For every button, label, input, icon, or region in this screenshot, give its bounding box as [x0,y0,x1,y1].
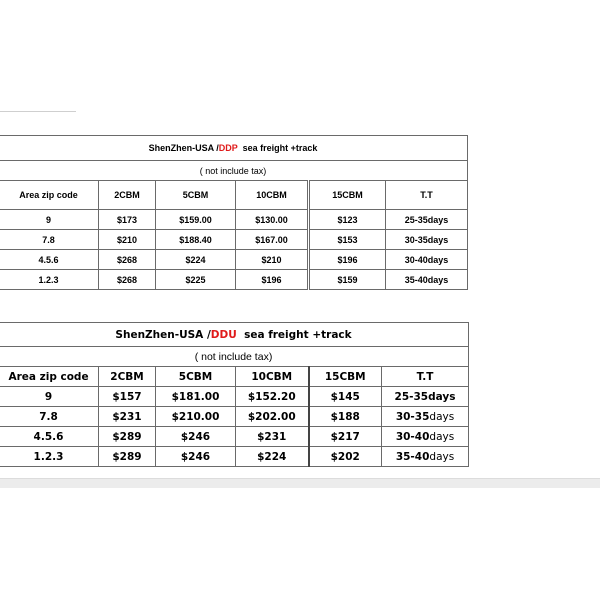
table-cell: 30-40days [386,250,468,270]
column-header: 15CBM [309,181,386,210]
ddp-freight-table [0,135,468,290]
column-header: 15CBM [309,367,382,387]
table-cell: $246 [156,447,236,467]
table-cell: 25-35days [382,387,469,407]
table-row [0,230,468,250]
table-cell: $173 [99,210,156,230]
column-header: 2CBM [99,181,156,210]
table-cell: $145 [309,387,382,407]
table-cell: $157 [99,387,156,407]
table-cell: $225 [156,270,236,290]
table-cell: 9 [0,210,99,230]
table-cell: $188.40 [156,230,236,250]
table-cell: $181.00 [156,387,236,407]
ddu-table-title: ShenZhen-USA /DDU sea freight +track [0,323,469,347]
table-cell: 1.2.3 [0,447,99,467]
column-header: 2CBM [99,367,156,387]
table-cell: $159 [309,270,386,290]
ddu-tax-note: ( not include tax) [0,347,469,367]
table-cell: $231 [99,407,156,427]
table-cell: $268 [99,270,156,290]
table-cell: $210 [99,230,156,250]
table-cell: $224 [236,447,309,467]
table-row [0,447,469,467]
table-cell: 4.5.6 [0,250,99,270]
table-cell: 35-40days [382,447,469,467]
column-header: Area zip code [0,367,99,387]
table-cell: 7.8 [0,230,99,250]
table-cell: 4.5.6 [0,427,99,447]
table-cell: $196 [309,250,386,270]
bottom-scrollbar[interactable] [0,478,600,488]
ddp-tax-note: ( not include tax) [0,161,468,181]
table-row [0,250,468,270]
table-cell: $202 [309,447,382,467]
table-cell: $289 [99,447,156,467]
table-cell: $224 [156,250,236,270]
column-header: Area zip code [0,181,99,210]
table-cell: $210.00 [156,407,236,427]
table-cell: $231 [236,427,309,447]
column-header: T.T [382,367,469,387]
table-cell: $196 [236,270,309,290]
table-cell: 30-40days [382,427,469,447]
table-cell: $123 [309,210,386,230]
column-header: 5CBM [156,367,236,387]
ddp-header-row [0,181,468,210]
table-cell: 1.2.3 [0,270,99,290]
table-row [0,387,469,407]
ddu-header-row [0,367,469,387]
table-cell: $159.00 [156,210,236,230]
column-header: 5CBM [156,181,236,210]
table-cell: $188 [309,407,382,427]
table-cell: 30-35days [386,230,468,250]
column-header: 10CBM [236,181,309,210]
column-header: 10CBM [236,367,309,387]
table-cell: $167.00 [236,230,309,250]
table-cell: $152.20 [236,387,309,407]
table-cell: 9 [0,387,99,407]
table-row [0,270,468,290]
column-header: T.T [386,181,468,210]
table-cell: $246 [156,427,236,447]
ddu-freight-table [0,322,469,467]
table-cell: $130.00 [236,210,309,230]
table-cell: 30-35days [382,407,469,427]
table-cell: $202.00 [236,407,309,427]
table-row [0,210,468,230]
top-divider [0,111,76,112]
table-cell: 35-40days [386,270,468,290]
table-row [0,427,469,447]
table-cell: 25-35days [386,210,468,230]
table-cell: $289 [99,427,156,447]
table-cell: 7.8 [0,407,99,427]
table-cell: $217 [309,427,382,447]
table-cell: $268 [99,250,156,270]
ddp-table-title: ShenZhen-USA /DDP sea freight +track [0,136,468,161]
table-row [0,407,469,427]
table-cell: $210 [236,250,309,270]
table-cell: $153 [309,230,386,250]
